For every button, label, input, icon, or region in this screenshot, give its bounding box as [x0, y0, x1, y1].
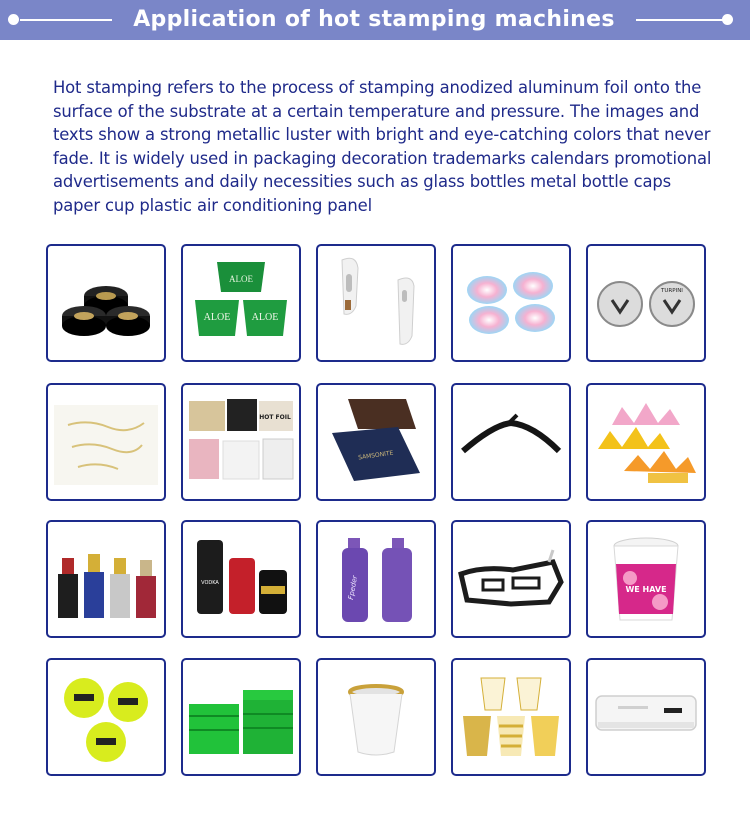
box-label: SAMSONITE — [357, 449, 394, 462]
wine-bottle-caps-image — [183, 522, 299, 636]
description-text: Hot stamping refers to the process of stamping anodized aluminum foil onto the surface of the substrate at a certain temperature and pressure. The images and texts show a strong metallic luster with bright and eye-catching colors that never fade. It is widely used in packaging decoration trademarks calendars promotional advertisements and daily necessities such as glass bottles metal bottle caps paper cup plastic air conditioning panel — [53, 78, 712, 215]
gold-rim-plastic-cup-image — [318, 660, 434, 774]
tile-gold-rim-plastic-cup — [316, 658, 436, 776]
aloe-cup-label: ALOE — [229, 274, 253, 284]
tile-air-conditioner-unit — [586, 658, 706, 776]
tile-decorated-perfume-bottles — [46, 520, 166, 638]
black-jar-lids-image — [48, 246, 164, 360]
tile-hot-foil-samples — [181, 383, 301, 501]
cap-label: TURPINI — [661, 288, 683, 294]
banner-dot-right — [722, 14, 733, 25]
rainbow-foil-discs-image — [453, 246, 569, 360]
tile-silver-bottle-caps — [586, 244, 706, 362]
application-image-grid — [46, 244, 706, 784]
silver-bottle-caps-image — [588, 246, 704, 360]
header-banner — [0, 0, 750, 40]
gold-text-on-film-image — [48, 385, 164, 499]
svg-text:ALOE: ALOE — [203, 312, 231, 323]
bottle-label: Fpeder — [346, 574, 360, 601]
tile-white-plastic-hooks — [316, 244, 436, 362]
banner-line-right — [636, 19, 728, 21]
vodka-label: VODKA — [201, 580, 219, 586]
tile-gold-pattern-paper-cups — [451, 658, 571, 776]
tile-black-hanger — [451, 383, 571, 501]
air-conditioner-unit-image — [588, 660, 704, 774]
purple-cosmetic-bottles-image — [318, 522, 434, 636]
green-plastic-crates-image — [183, 660, 299, 774]
tile-samsonite-gift-box — [316, 383, 436, 501]
samsonite-gift-box-image — [318, 385, 434, 499]
white-plastic-hooks-image — [318, 246, 434, 360]
birthday-paper-crowns-image — [588, 385, 704, 499]
tile-gold-text-on-film — [46, 383, 166, 501]
tile-flower-paint-bucket — [586, 520, 706, 638]
car-dashboard-panel-image — [453, 522, 569, 636]
svg-text:ALOE: ALOE — [251, 312, 279, 323]
gold-pattern-paper-cups-image — [453, 660, 569, 774]
flower-paint-bucket-image — [588, 522, 704, 636]
tile-car-dashboard-panel — [451, 520, 571, 638]
hot-foil-samples-image — [183, 385, 299, 499]
tile-tennis-balls — [46, 658, 166, 776]
tile-aloe-green-cups — [181, 244, 301, 362]
tennis-balls-image — [48, 660, 164, 774]
black-hanger-image — [453, 385, 569, 499]
tile-wine-bottle-caps — [181, 520, 301, 638]
tile-purple-cosmetic-bottles — [316, 520, 436, 638]
hot-foil-label: HOT FOIL — [259, 414, 291, 421]
banner-dot-left — [8, 14, 19, 25]
tile-rainbow-foil-discs — [451, 244, 571, 362]
aloe-green-cups-image — [183, 246, 299, 360]
tile-birthday-paper-crowns — [586, 383, 706, 501]
banner-line-left — [20, 19, 112, 21]
page-title: Application of hot stamping machines — [133, 7, 615, 32]
decorated-perfume-bottles-image — [48, 522, 164, 636]
bucket-label: WE HAVE — [625, 585, 667, 594]
tile-green-plastic-crates — [181, 658, 301, 776]
tile-black-jar-lids — [46, 244, 166, 362]
